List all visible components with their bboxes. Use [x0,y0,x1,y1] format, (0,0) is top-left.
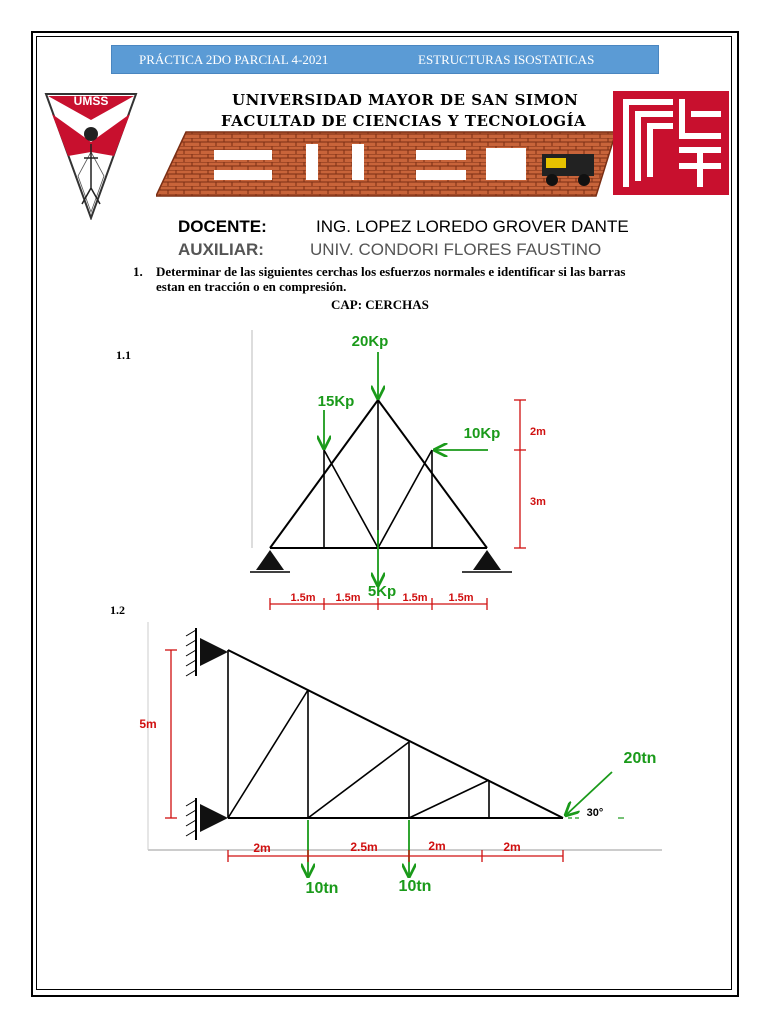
auxiliar-name: UNIV. CONDORI FLORES FAUSTINO [310,240,602,259]
span-2-label-3: 2m [428,839,446,853]
span-2-label-1: 2m [253,841,271,855]
span-2-label-2: 2.5m [350,840,378,854]
span-2-label-4: 2m [503,840,521,854]
auxiliar-label: AUXILIAR: [178,240,264,259]
load-label-10tn-2: 10tn [398,878,432,895]
exercise-1-label: 1.1 [116,348,131,362]
chapter-title: CAP: CERCHAS [331,297,429,312]
load-label-15kp: 15Kp [317,393,355,410]
span-label-1: 1.5m [290,592,316,604]
load-label-20kp: 20Kp [351,333,389,350]
dim-label-2m: 2m [530,426,546,438]
banner-subject-label: ESTRUCTURAS ISOSTATICAS [418,52,595,67]
load-label-10kp: 10Kp [463,425,501,442]
load-label-5kp: 5Kp [367,583,397,600]
exercise-2-label: 1.2 [110,603,125,617]
task-text: Determinar de las siguientes cerchas los esfuerzos normales e identificar si las barras estan en tracción o en compresión. [156,264,626,294]
truss-2-top-support [186,628,228,676]
umss-logo-text: UMSS [73,94,109,108]
dim-label-5m: 5m [139,717,157,731]
load-label-20tn: 20tn [623,750,657,767]
span-label-3: 1.5m [402,592,428,604]
task-number: 1. [133,264,143,279]
banner-course-label: PRÁCTICA 2DO PARCIAL 4-2021 [139,52,329,67]
load-label-10tn-1: 10tn [305,880,339,897]
span-label-2: 1.5m [335,592,361,604]
angle-label: 30° [586,807,604,819]
docente-name: ING. LOPEZ LOREDO GROVER DANTE [316,217,629,236]
faculty-name: FACULTAD DE CIENCIAS Y TECNOLOGÍA [221,112,587,130]
university-name: UNIVERSIDAD MAYOR DE SAN SIMON [232,91,579,109]
truss-2-height-dimension [165,650,177,818]
docente-label: DOCENTE: [178,217,267,236]
truss-2-bottom-support [186,798,228,840]
truss-2-members [228,650,563,818]
span-label-4: 1.5m [448,592,474,604]
dim-label-3m: 3m [530,496,546,508]
truss-2-loads [308,772,612,876]
